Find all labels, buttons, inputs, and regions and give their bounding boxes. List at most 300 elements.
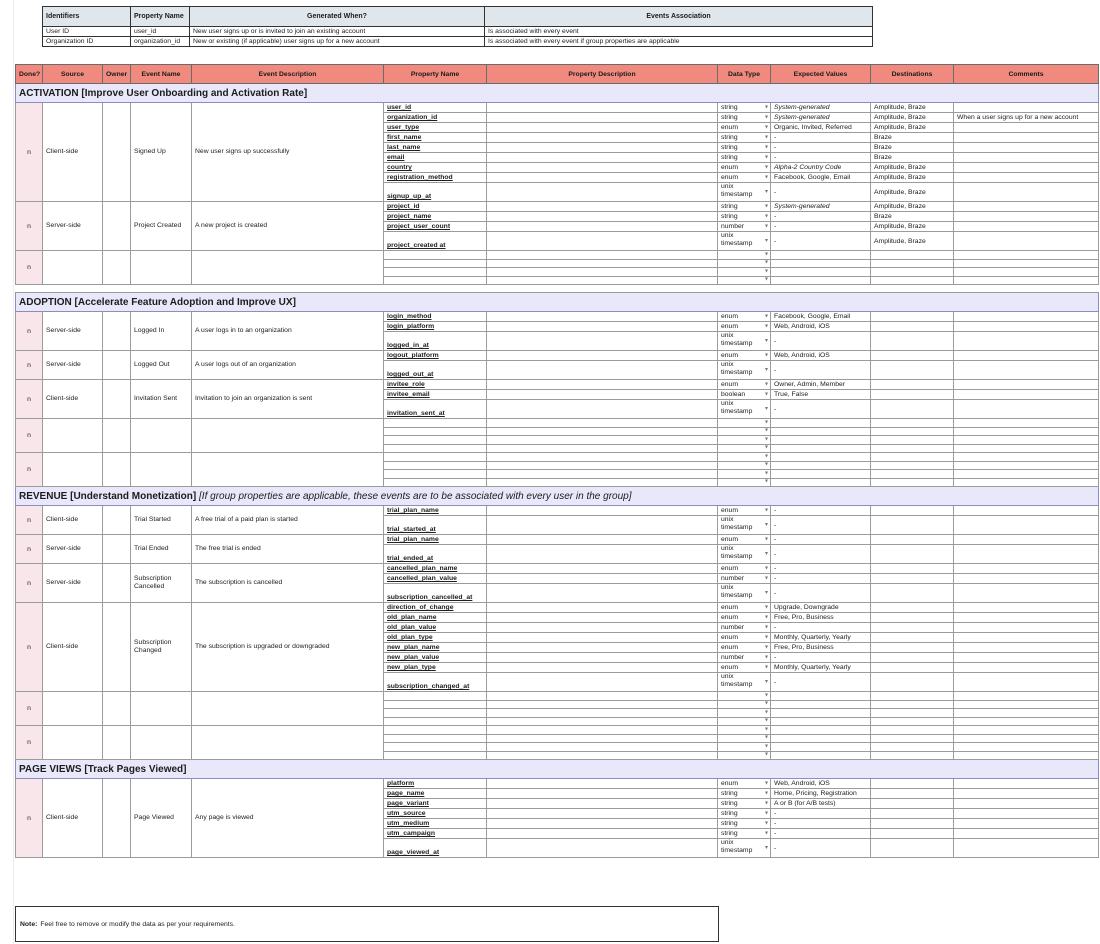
data-type-dropdown[interactable] xyxy=(718,564,771,574)
expected-values-cell[interactable]: - xyxy=(771,153,871,163)
property-name-cell[interactable]: utm_source xyxy=(384,809,487,819)
destinations-cell[interactable]: Amplitude, Braze xyxy=(871,202,954,212)
expected-values-cell[interactable]: - xyxy=(771,535,871,545)
chevron-down-icon[interactable]: ▾ xyxy=(764,780,768,786)
source-cell[interactable]: Client-side xyxy=(43,603,103,692)
source-cell[interactable]: Server-side xyxy=(43,535,103,564)
property-name-cell[interactable] xyxy=(384,709,487,718)
data-type-dropdown[interactable] xyxy=(718,829,771,839)
property-name-cell[interactable] xyxy=(384,436,487,445)
data-type-dropdown[interactable] xyxy=(718,222,771,232)
owner-cell[interactable] xyxy=(103,380,131,419)
destinations-cell[interactable] xyxy=(871,322,954,332)
chevron-down-icon[interactable]: ▾ xyxy=(764,604,768,610)
data-type-dropdown[interactable] xyxy=(718,799,771,809)
chevron-down-icon[interactable]: ▾ xyxy=(764,664,768,670)
destinations-cell[interactable] xyxy=(871,419,954,428)
event-name-cell[interactable]: Logged Out xyxy=(131,351,192,380)
owner-cell[interactable] xyxy=(103,779,131,858)
comments-cell[interactable] xyxy=(954,461,1099,470)
comments-cell[interactable] xyxy=(954,506,1099,516)
property-description-cell[interactable] xyxy=(487,789,718,799)
source-cell[interactable] xyxy=(43,419,103,453)
destinations-cell[interactable] xyxy=(871,709,954,718)
property-name-cell[interactable]: direction_of_change xyxy=(384,603,487,613)
property-name-cell[interactable]: cancelled_plan_name xyxy=(384,564,487,574)
property-description-cell[interactable] xyxy=(487,153,718,163)
comments-cell[interactable] xyxy=(954,809,1099,819)
destinations-cell[interactable] xyxy=(871,799,954,809)
destinations-cell[interactable] xyxy=(871,692,954,701)
done-cell[interactable]: n xyxy=(16,603,43,692)
data-type-dropdown[interactable] xyxy=(718,444,771,453)
chevron-down-icon[interactable]: ▾ xyxy=(764,830,768,836)
comments-cell[interactable] xyxy=(954,673,1099,692)
event-name-cell[interactable] xyxy=(131,419,192,453)
destinations-cell[interactable] xyxy=(871,516,954,535)
done-cell[interactable]: n xyxy=(16,779,43,858)
property-description-header[interactable]: Property Description xyxy=(487,65,718,84)
property-name-cell[interactable]: login_method xyxy=(384,312,487,322)
expected-values-cell[interactable]: Upgrade, Downgrade xyxy=(771,603,871,613)
property-description-cell[interactable] xyxy=(487,653,718,663)
done-cell[interactable]: n xyxy=(16,103,43,202)
source-header[interactable]: Source xyxy=(43,65,103,84)
data-type-dropdown[interactable] xyxy=(718,613,771,623)
expected-values-cell[interactable]: - xyxy=(771,839,871,858)
done-cell[interactable]: n xyxy=(16,535,43,564)
destinations-cell[interactable] xyxy=(871,717,954,726)
event-description-cell[interactable]: The subscription is upgraded or downgraded xyxy=(192,603,384,692)
comments-cell[interactable] xyxy=(954,268,1099,277)
destinations-cell[interactable] xyxy=(871,332,954,351)
event-description-cell[interactable]: New user signs up successfully xyxy=(192,103,384,202)
comments-cell[interactable] xyxy=(954,799,1099,809)
property-name-cell[interactable]: project_name xyxy=(384,212,487,222)
owner-cell[interactable] xyxy=(103,419,131,453)
comments-cell[interactable] xyxy=(954,427,1099,436)
comments-cell[interactable] xyxy=(954,332,1099,351)
property-description-cell[interactable] xyxy=(487,103,718,113)
property-description-cell[interactable] xyxy=(487,743,718,752)
expected-values-cell[interactable] xyxy=(771,734,871,743)
destinations-cell[interactable] xyxy=(871,400,954,419)
comments-cell[interactable] xyxy=(954,419,1099,428)
expected-values-cell[interactable]: - xyxy=(771,516,871,535)
event-description-cell[interactable]: A new project is created xyxy=(192,202,384,251)
property-name-cell[interactable]: page_viewed_at xyxy=(384,839,487,858)
data-type-dropdown[interactable] xyxy=(718,673,771,692)
chevron-down-icon[interactable]: ▾ xyxy=(764,845,768,851)
property-name-cell[interactable]: first_name xyxy=(384,133,487,143)
chevron-down-icon[interactable]: ▾ xyxy=(764,268,768,275)
destinations-cell[interactable] xyxy=(871,653,954,663)
cell[interactable]: user_id xyxy=(131,27,190,37)
data-type-dropdown[interactable] xyxy=(718,232,771,251)
cell[interactable]: New user signs up or is invited to join an existing account xyxy=(190,27,485,37)
data-type-dropdown[interactable] xyxy=(718,380,771,390)
data-type-dropdown[interactable] xyxy=(718,663,771,673)
data-type-dropdown[interactable] xyxy=(718,419,771,428)
property-name-cell[interactable]: trial_plan_name xyxy=(384,535,487,545)
event-name-cell[interactable]: Trial Ended xyxy=(131,535,192,564)
chevron-down-icon[interactable]: ▾ xyxy=(764,164,768,170)
comments-cell[interactable] xyxy=(954,584,1099,603)
expected-values-cell[interactable]: Owner, Admin, Member xyxy=(771,380,871,390)
property-name-cell[interactable]: utm_campaign xyxy=(384,829,487,839)
destinations-cell[interactable] xyxy=(871,809,954,819)
destinations-cell[interactable] xyxy=(871,436,954,445)
comments-cell[interactable] xyxy=(954,603,1099,613)
property-description-cell[interactable] xyxy=(487,839,718,858)
expected-values-cell[interactable]: - xyxy=(771,332,871,351)
property-name-cell[interactable] xyxy=(384,419,487,428)
property-name-cell[interactable]: invitation_sent_at xyxy=(384,400,487,419)
expected-values-cell[interactable] xyxy=(771,251,871,260)
destinations-cell[interactable] xyxy=(871,453,954,462)
property-name-cell[interactable]: page_name xyxy=(384,789,487,799)
source-cell[interactable]: Server-side xyxy=(43,351,103,380)
destinations-cell[interactable] xyxy=(871,361,954,380)
data-type-dropdown[interactable] xyxy=(718,436,771,445)
data-type-dropdown[interactable] xyxy=(718,312,771,322)
data-type-dropdown[interactable] xyxy=(718,653,771,663)
property-name-cell[interactable]: platform xyxy=(384,779,487,789)
comments-cell[interactable] xyxy=(954,453,1099,462)
property-name-cell[interactable]: country xyxy=(384,163,487,173)
data-type-dropdown[interactable] xyxy=(718,743,771,752)
destinations-cell[interactable] xyxy=(871,506,954,516)
event-name-cell[interactable]: Logged In xyxy=(131,312,192,351)
owner-cell[interactable] xyxy=(103,535,131,564)
property-description-cell[interactable] xyxy=(487,692,718,701)
property-name-cell[interactable] xyxy=(384,427,487,436)
chevron-down-icon[interactable]: ▾ xyxy=(764,709,768,716)
destinations-cell[interactable] xyxy=(871,839,954,858)
property-name-cell[interactable]: signup_up_at xyxy=(384,183,487,202)
property-description-cell[interactable] xyxy=(487,709,718,718)
property-description-cell[interactable] xyxy=(487,259,718,268)
source-cell[interactable]: Server-side xyxy=(43,202,103,251)
property-name-header[interactable]: Property Name xyxy=(384,65,487,84)
data-type-dropdown[interactable] xyxy=(718,183,771,202)
destinations-cell[interactable] xyxy=(871,643,954,653)
destinations-cell[interactable] xyxy=(871,251,954,260)
chevron-down-icon[interactable]: ▾ xyxy=(764,522,768,528)
destinations-cell[interactable] xyxy=(871,819,954,829)
comments-cell[interactable] xyxy=(954,133,1099,143)
chevron-down-icon[interactable]: ▾ xyxy=(764,507,768,513)
property-description-cell[interactable] xyxy=(487,726,718,735)
destinations-cell[interactable] xyxy=(871,673,954,692)
expected-values-cell[interactable]: True, False xyxy=(771,390,871,400)
property-description-cell[interactable] xyxy=(487,183,718,202)
comments-cell[interactable] xyxy=(954,653,1099,663)
property-description-cell[interactable] xyxy=(487,351,718,361)
owner-header[interactable]: Owner xyxy=(103,65,131,84)
chevron-down-icon[interactable]: ▾ xyxy=(764,810,768,816)
expected-values-cell[interactable] xyxy=(771,276,871,285)
expected-values-cell[interactable]: Facebook, Google, Email xyxy=(771,312,871,322)
property-description-cell[interactable] xyxy=(487,444,718,453)
expected-values-cell[interactable] xyxy=(771,436,871,445)
chevron-down-icon[interactable]: ▾ xyxy=(764,104,768,110)
destinations-cell[interactable] xyxy=(871,726,954,735)
expected-values-cell[interactable]: Home, Pricing, Registration xyxy=(771,789,871,799)
expected-values-cell[interactable]: - xyxy=(771,400,871,419)
done-cell[interactable]: n xyxy=(16,351,43,380)
event-description-cell[interactable]: The free trial is ended xyxy=(192,535,384,564)
comments-cell[interactable] xyxy=(954,212,1099,222)
chevron-down-icon[interactable]: ▾ xyxy=(764,276,768,283)
data-type-dropdown[interactable] xyxy=(718,623,771,633)
property-description-cell[interactable] xyxy=(487,390,718,400)
destinations-cell[interactable] xyxy=(871,734,954,743)
chevron-down-icon[interactable]: ▾ xyxy=(764,144,768,150)
comments-cell[interactable] xyxy=(954,259,1099,268)
property-name-cell[interactable]: new_plan_value xyxy=(384,653,487,663)
property-name-cell[interactable] xyxy=(384,268,487,277)
property-description-cell[interactable] xyxy=(487,545,718,564)
destinations-cell[interactable] xyxy=(871,574,954,584)
property-description-cell[interactable] xyxy=(487,574,718,584)
property-description-cell[interactable] xyxy=(487,133,718,143)
owner-cell[interactable] xyxy=(103,103,131,202)
data-type-dropdown[interactable] xyxy=(718,709,771,718)
comments-cell[interactable] xyxy=(954,153,1099,163)
expected-values-cell[interactable]: - xyxy=(771,506,871,516)
expected-values-cell[interactable] xyxy=(771,717,871,726)
events-association-header[interactable]: Events Association xyxy=(485,7,873,27)
comments-cell[interactable] xyxy=(954,351,1099,361)
done-cell[interactable]: n xyxy=(16,506,43,535)
property-description-cell[interactable] xyxy=(487,453,718,462)
comments-cell[interactable] xyxy=(954,613,1099,623)
source-cell[interactable]: Server-side xyxy=(43,564,103,603)
section-title[interactable] xyxy=(16,293,1099,312)
destinations-cell[interactable] xyxy=(871,470,954,479)
expected-values-cell[interactable] xyxy=(771,268,871,277)
chevron-down-icon[interactable]: ▾ xyxy=(764,406,768,412)
property-description-cell[interactable] xyxy=(487,717,718,726)
destinations-cell[interactable]: Amplitude, Braze xyxy=(871,163,954,173)
expected-values-cell[interactable] xyxy=(771,751,871,760)
chevron-down-icon[interactable]: ▾ xyxy=(764,238,768,244)
comments-cell[interactable] xyxy=(954,633,1099,643)
section-title[interactable] xyxy=(16,84,1099,103)
cell[interactable]: Is associated with every event if group properties are applicable xyxy=(485,37,873,47)
comments-cell[interactable] xyxy=(954,183,1099,202)
destinations-cell[interactable] xyxy=(871,351,954,361)
expected-values-cell[interactable]: - xyxy=(771,673,871,692)
expected-values-cell[interactable] xyxy=(771,726,871,735)
property-description-cell[interactable] xyxy=(487,312,718,322)
expected-values-cell[interactable]: System-generated xyxy=(771,103,871,113)
event-name-cell[interactable] xyxy=(131,692,192,726)
property-name-cell[interactable]: subscription_changed_at xyxy=(384,673,487,692)
expected-values-cell[interactable] xyxy=(771,700,871,709)
source-cell[interactable] xyxy=(43,692,103,726)
cell[interactable]: organization_id xyxy=(131,37,190,47)
expected-values-cell[interactable]: Monthly, Quarterly, Yearly xyxy=(771,633,871,643)
property-name-cell[interactable]: login_platform xyxy=(384,322,487,332)
property-name-cell[interactable]: last_name xyxy=(384,143,487,153)
comments-cell[interactable] xyxy=(954,436,1099,445)
property-name-cell[interactable]: utm_medium xyxy=(384,819,487,829)
chevron-down-icon[interactable]: ▾ xyxy=(764,381,768,387)
chevron-down-icon[interactable]: ▾ xyxy=(764,692,768,699)
owner-cell[interactable] xyxy=(103,202,131,251)
destinations-cell[interactable] xyxy=(871,751,954,760)
comments-cell[interactable] xyxy=(954,380,1099,390)
event-description-cell[interactable]: A user logs in to an organization xyxy=(192,312,384,351)
chevron-down-icon[interactable]: ▾ xyxy=(764,259,768,266)
chevron-down-icon[interactable]: ▾ xyxy=(764,323,768,329)
destinations-cell[interactable] xyxy=(871,789,954,799)
property-description-cell[interactable] xyxy=(487,113,718,123)
source-cell[interactable]: Client-side xyxy=(43,779,103,858)
property-name-cell[interactable]: old_plan_value xyxy=(384,623,487,633)
comments-cell[interactable] xyxy=(954,322,1099,332)
destinations-cell[interactable] xyxy=(871,276,954,285)
cell[interactable]: Is associated with every event xyxy=(485,27,873,37)
cell[interactable]: New or existing (if applicable) user signs up for a new account xyxy=(190,37,485,47)
done-cell[interactable]: n xyxy=(16,564,43,603)
data-type-dropdown[interactable] xyxy=(718,259,771,268)
destinations-cell[interactable] xyxy=(871,700,954,709)
source-cell[interactable] xyxy=(43,251,103,285)
done-cell[interactable]: n xyxy=(16,251,43,285)
destinations-cell[interactable] xyxy=(871,444,954,453)
property-name-cell[interactable] xyxy=(384,444,487,453)
chevron-down-icon[interactable]: ▾ xyxy=(764,726,768,733)
property-name-cell[interactable]: old_plan_name xyxy=(384,613,487,623)
expected-values-cell[interactable]: System-generated xyxy=(771,113,871,123)
data-type-header[interactable]: Data Type xyxy=(718,65,771,84)
comments-cell[interactable] xyxy=(954,535,1099,545)
property-name-cell[interactable]: user_type xyxy=(384,123,487,133)
chevron-down-icon[interactable]: ▾ xyxy=(764,478,768,485)
comments-cell[interactable] xyxy=(954,709,1099,718)
destinations-cell[interactable] xyxy=(871,545,954,564)
expected-values-cell[interactable]: - xyxy=(771,133,871,143)
property-description-cell[interactable] xyxy=(487,633,718,643)
property-name-cell[interactable]: old_plan_type xyxy=(384,633,487,643)
event-name-cell[interactable]: Invitation Sent xyxy=(131,380,192,419)
data-type-dropdown[interactable] xyxy=(718,603,771,613)
chevron-down-icon[interactable]: ▾ xyxy=(764,338,768,344)
comments-cell[interactable] xyxy=(954,103,1099,113)
chevron-down-icon[interactable]: ▾ xyxy=(764,436,768,443)
property-name-cell[interactable]: trial_ended_at xyxy=(384,545,487,564)
property-name-cell[interactable] xyxy=(384,692,487,701)
expected-values-cell[interactable] xyxy=(771,470,871,479)
data-type-dropdown[interactable] xyxy=(718,574,771,584)
data-type-dropdown[interactable] xyxy=(718,361,771,380)
event-description-header[interactable]: Event Description xyxy=(192,65,384,84)
expected-values-cell[interactable]: - xyxy=(771,183,871,202)
owner-cell[interactable] xyxy=(103,251,131,285)
property-name-cell[interactable]: trial_started_at xyxy=(384,516,487,535)
comments-cell[interactable] xyxy=(954,361,1099,380)
data-type-dropdown[interactable] xyxy=(718,461,771,470)
comments-cell[interactable] xyxy=(954,663,1099,673)
expected-values-cell[interactable]: - xyxy=(771,564,871,574)
destinations-cell[interactable] xyxy=(871,461,954,470)
property-name-cell[interactable]: project_created at xyxy=(384,232,487,251)
property-name-cell[interactable]: registration_method xyxy=(384,173,487,183)
comments-cell[interactable] xyxy=(954,700,1099,709)
event-description-cell[interactable]: The subscription is cancelled xyxy=(192,564,384,603)
expected-values-cell[interactable]: Facebook, Google, Email xyxy=(771,173,871,183)
data-type-dropdown[interactable] xyxy=(718,133,771,143)
property-name-cell[interactable]: subscription_cancelled_at xyxy=(384,584,487,603)
expected-values-cell[interactable]: Free, Pro, Business xyxy=(771,613,871,623)
event-description-cell[interactable]: A user logs out of an organization xyxy=(192,351,384,380)
property-description-cell[interactable] xyxy=(487,623,718,633)
property-description-cell[interactable] xyxy=(487,419,718,428)
property-description-cell[interactable] xyxy=(487,268,718,277)
property-name-cell[interactable]: logged_out_at xyxy=(384,361,487,380)
done-cell[interactable]: n xyxy=(16,453,43,487)
property-description-cell[interactable] xyxy=(487,506,718,516)
property-name-header[interactable]: Property Name xyxy=(131,7,190,27)
data-type-dropdown[interactable] xyxy=(718,839,771,858)
comments-cell[interactable] xyxy=(954,623,1099,633)
destinations-cell[interactable] xyxy=(871,390,954,400)
property-name-cell[interactable]: invitee_email xyxy=(384,390,487,400)
event-name-cell[interactable] xyxy=(131,251,192,285)
expected-values-cell[interactable] xyxy=(771,692,871,701)
destinations-cell[interactable]: Amplitude, Braze xyxy=(871,103,954,113)
property-name-cell[interactable]: page_variant xyxy=(384,799,487,809)
data-type-dropdown[interactable] xyxy=(718,400,771,419)
destinations-cell[interactable]: Braze xyxy=(871,133,954,143)
data-type-dropdown[interactable] xyxy=(718,779,771,789)
expected-values-cell[interactable]: Free, Pro, Business xyxy=(771,643,871,653)
chevron-down-icon[interactable]: ▾ xyxy=(764,790,768,796)
destinations-cell[interactable] xyxy=(871,743,954,752)
property-description-cell[interactable] xyxy=(487,799,718,809)
property-description-cell[interactable] xyxy=(487,322,718,332)
property-description-cell[interactable] xyxy=(487,663,718,673)
expected-values-cell[interactable]: System-generated xyxy=(771,202,871,212)
section-title[interactable] xyxy=(16,487,1099,506)
destinations-cell[interactable] xyxy=(871,613,954,623)
destinations-cell[interactable]: Braze xyxy=(871,212,954,222)
destinations-cell[interactable] xyxy=(871,603,954,613)
data-type-dropdown[interactable] xyxy=(718,789,771,799)
expected-values-cell[interactable]: - xyxy=(771,545,871,564)
data-type-dropdown[interactable] xyxy=(718,734,771,743)
event-name-cell[interactable]: Signed Up xyxy=(131,103,192,202)
destinations-cell[interactable] xyxy=(871,663,954,673)
done-header[interactable]: Done? xyxy=(16,65,43,84)
event-name-cell[interactable] xyxy=(131,726,192,760)
property-name-cell[interactable]: logged_in_at xyxy=(384,332,487,351)
property-description-cell[interactable] xyxy=(487,779,718,789)
comments-cell[interactable] xyxy=(954,312,1099,322)
data-type-dropdown[interactable] xyxy=(718,751,771,760)
comments-cell[interactable] xyxy=(954,143,1099,153)
data-type-dropdown[interactable] xyxy=(718,700,771,709)
property-name-cell[interactable] xyxy=(384,461,487,470)
comments-cell[interactable] xyxy=(954,789,1099,799)
destinations-cell[interactable]: Amplitude, Braze xyxy=(871,173,954,183)
data-type-dropdown[interactable] xyxy=(718,506,771,516)
chevron-down-icon[interactable]: ▾ xyxy=(764,717,768,724)
chevron-down-icon[interactable]: ▾ xyxy=(764,654,768,660)
